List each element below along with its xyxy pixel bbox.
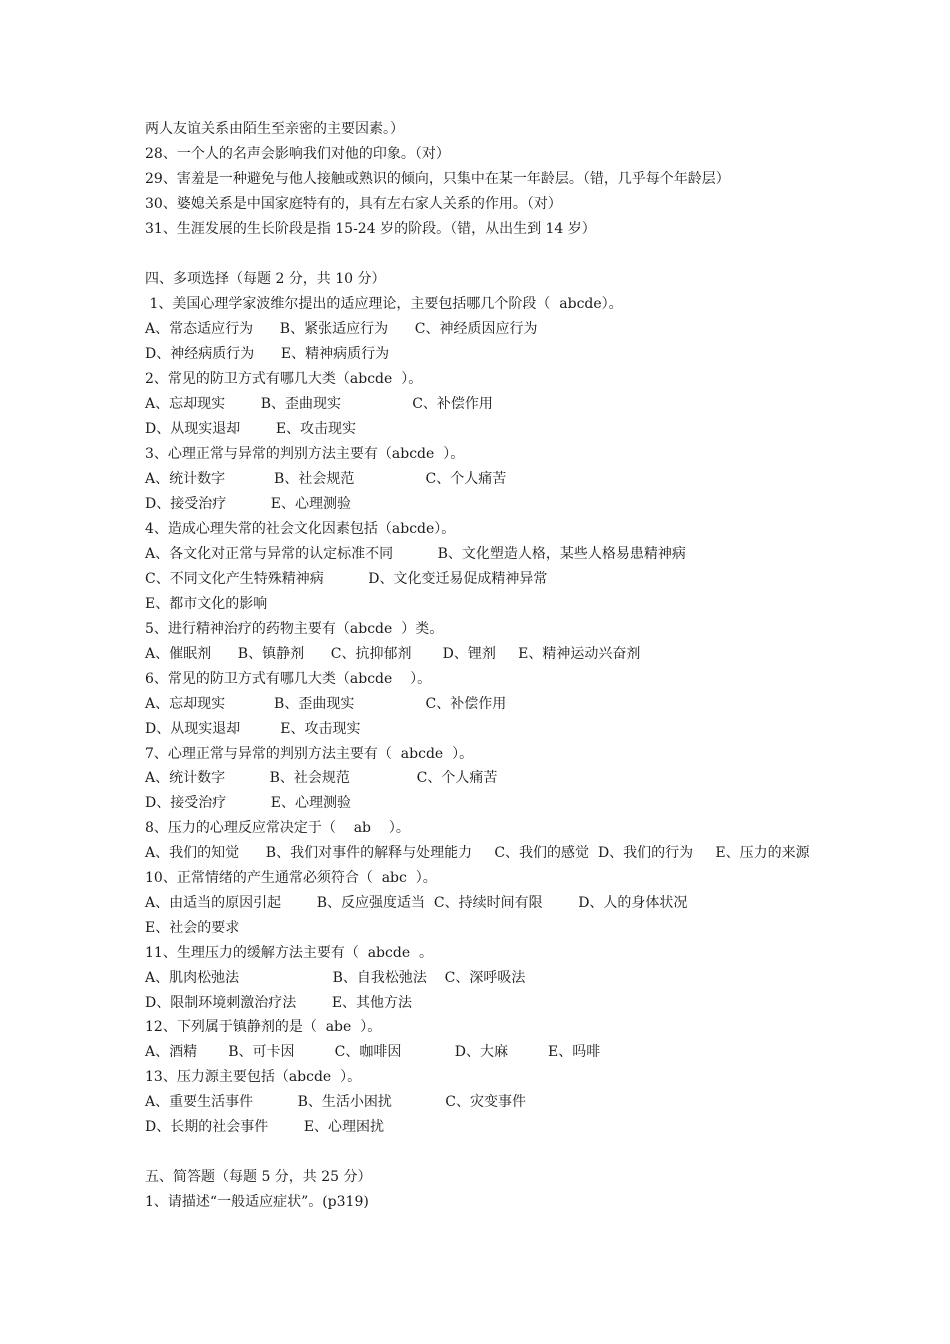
mc-options: A、忘却现实 B、歪曲现实 C、补偿作用 [145, 696, 507, 712]
mc-options: E、社会的要求 [145, 920, 240, 936]
mc-question-12: 12、下列属于镇静剂的是（ abe ）。 [145, 1019, 382, 1035]
mc-options: A、催眠剂 B、镇静剂 C、抗抑郁剂 D、锂剂 E、精神运动兴奋剂 [145, 646, 641, 662]
mc-question-6: 6、常见的防卫方式有哪几大类（abcde ）。 [145, 671, 432, 687]
mc-options: E、都市文化的影响 [145, 596, 268, 612]
mc-options: D、接受治疗 E、心理测验 [145, 496, 351, 512]
mc-question-3: 3、心理正常与异常的判别方法主要有（abcde ）。 [145, 446, 465, 462]
mc-options: A、各文化对正常与异常的认定标准不同 B、文化塑造人格，某些人格易患精神病 [145, 546, 686, 562]
mc-question-1: 1、美国心理学家波维尔提出的适应理论，主要包括哪几个阶段（ abcde）。 [145, 296, 623, 312]
mc-options: A、重要生活事件 B、生活小困扰 C、灾变事件 [145, 1094, 527, 1110]
mc-options: D、限制环境刺激治疗法 E、其他方法 [145, 995, 413, 1011]
section-heading-short-answer: 五、简答题（每题 5 分，共 25 分） [145, 1169, 372, 1185]
mc-question-11: 11、生理压力的缓解方法主要有（ abcde 。 [145, 945, 434, 961]
mc-options: A、肌肉松弛法 B、自我松弛法 C、深呼吸法 [145, 970, 526, 986]
mc-question-10: 10、正常情绪的产生通常必须符合（ abc ）。 [145, 870, 437, 886]
mc-options: A、忘却现实 B、歪曲现实 C、补偿作用 [145, 396, 493, 412]
sa-question-1: 1、请描述“一般适应症状”。(p319) [145, 1194, 369, 1210]
mc-options: A、统计数字 B、社会规范 C、个人痛苦 [145, 770, 498, 786]
section-heading-multiple-choice: 四、多项选择（每题 2 分，共 10 分） [145, 271, 386, 287]
mc-options: A、由适当的原因引起 B、反应强度适当 C、持续时间有限 D、人的身体状况 [145, 895, 688, 911]
mc-options: C、不同文化产生特殊精神病 D、文化变迁易促成精神异常 [145, 571, 548, 587]
question-28: 28、一个人的名声会影响我们对他的印象。（对） [145, 146, 450, 162]
mc-question-4: 4、造成心理失常的社会文化因素包括（abcde）。 [145, 521, 456, 537]
mc-question-2: 2、常见的防卫方式有哪几大类（abcde ）。 [145, 371, 423, 387]
question-31: 31、生涯发展的生长阶段是指 15-24 岁的阶段。（错，从出生到 14 岁） [145, 221, 596, 237]
mc-question-13: 13、压力源主要包括（abcde ）。 [145, 1069, 362, 1085]
mc-options: D、接受治疗 E、心理测验 [145, 795, 351, 811]
text-line: 两人友谊关系由陌生至亲密的主要因素。） [145, 121, 404, 137]
mc-options: D、从现实退却 E、攻击现实 [145, 721, 361, 737]
question-30: 30、婆媳关系是中国家庭特有的，具有左右家人关系的作用。（对） [145, 196, 562, 212]
mc-question-5: 5、进行精神治疗的药物主要有（abcde ）类。 [145, 621, 444, 637]
question-29: 29、害羞是一种避免与他人接触或熟识的倾向，只集中在某一年龄层。（错，几乎每个年龄层） [145, 171, 730, 187]
mc-options: D、长期的社会事件 E、心理困扰 [145, 1119, 385, 1135]
mc-options: D、神经病质行为 E、精神病质行为 [145, 346, 390, 362]
mc-options: A、酒精 B、可卡因 C、咖啡因 D、大麻 E、吗啡 [145, 1044, 601, 1060]
mc-options: A、常态适应行为 B、紧张适应行为 C、神经质因应行为 [145, 321, 538, 337]
mc-options: D、从现实退却 E、攻击现实 [145, 421, 357, 437]
mc-options: A、我们的知觉 B、我们对事件的解释与处理能力 C、我们的感觉 D、我们的行为 E、压力的来源 [145, 845, 810, 861]
mc-question-7: 7、心理正常与异常的判别方法主要有（ abcde ）。 [145, 746, 474, 762]
mc-question-8: 8、压力的心理反应常决定于（ ab ）。 [145, 820, 410, 836]
mc-options: A、统计数字 B、社会规范 C、个人痛苦 [145, 471, 507, 487]
